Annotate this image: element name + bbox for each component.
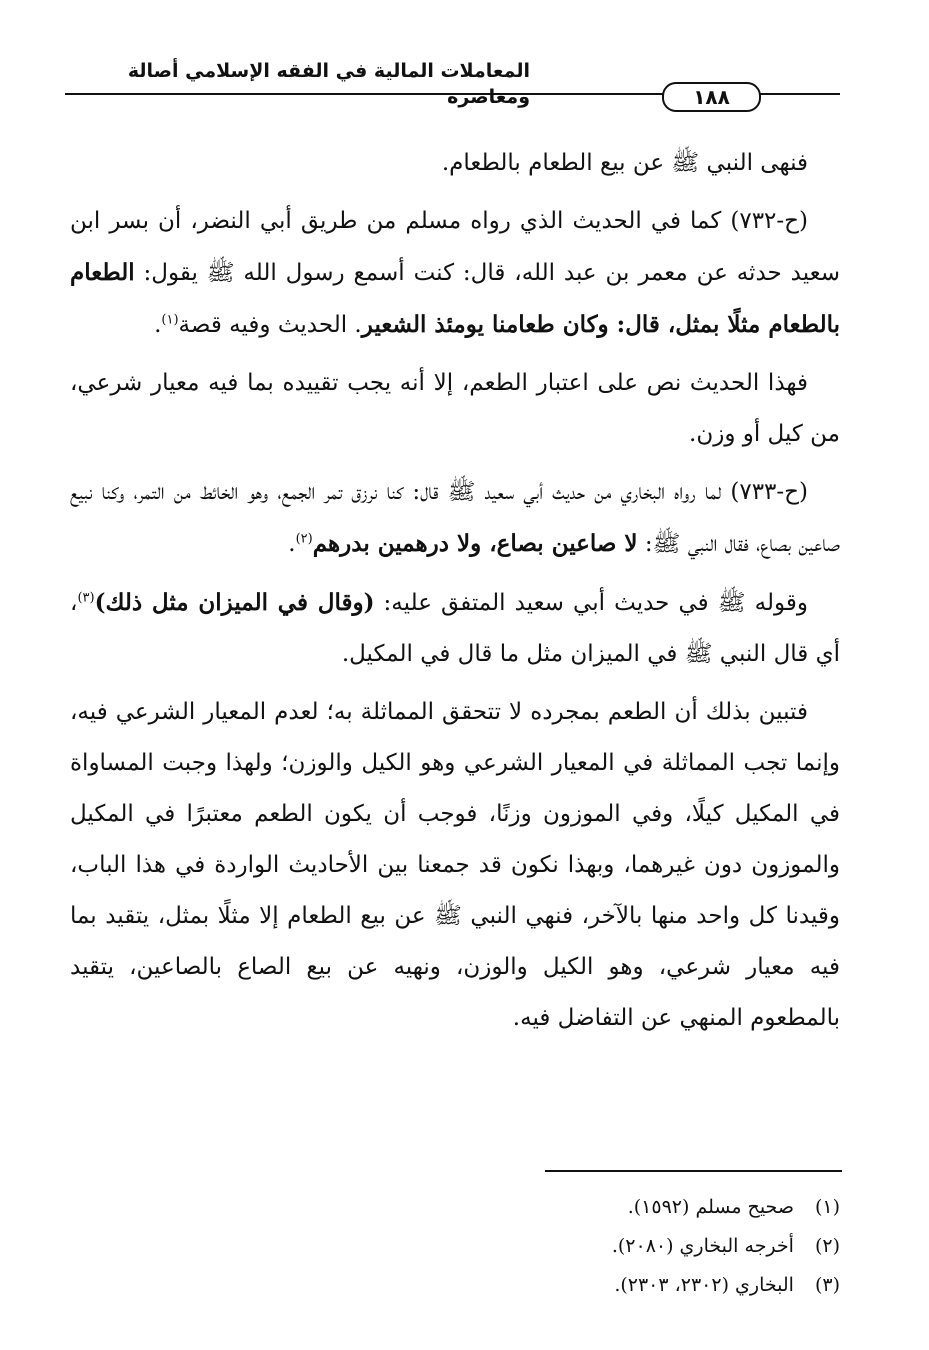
- hadith-continuation: . الحديث وفيه قصة: [178, 312, 362, 338]
- sentence-end: .: [288, 531, 296, 557]
- footnote-2: [70, 1227, 840, 1266]
- paragraph-3: فهذا الحديث نص على اعتبار الطعم، إلا أنه يجب تقييده بما فيه معيار شرعي، من كيل أو وزن.: [70, 370, 840, 447]
- footnote-text: أخرجه البخاري (٢٠٨٠).: [611, 1235, 794, 1257]
- footnote-text: البخاري (٢٣٠٢، ٢٣٠٣).: [614, 1274, 794, 1296]
- footnote-1: [70, 1188, 840, 1227]
- paragraph-hadith-732: [70, 196, 840, 351]
- page-number: ١٨٨: [662, 82, 761, 112]
- paragraph-6: فتبين بذلك أن الطعم بمجرده لا تتحقق المماثلة به؛ لعدم المعيار الشرعي فيه، وإنما تجب المماثلة في المعيار الشرعي وهو الكيل والوزن؛ ولهذا وجبت المساواة في المكيل كيلًا، وفي الموزون وزنًا، فوجب أن يكون الطعم معتبرًا في المكيل والموزون دون غيرهما، وبهذا نكون قد جمعنا بين الأحاديث الواردة في هذا الباب، وقيدنا كل واحد منها بالآخر، فنهي النبي ﷺ عن بيع الطعام إلا مثلًا بمثل، يتقيد بما فيه معيار شرعي، وهو الكيل والوزن، ونهيه عن بيع الصاع بالصاعين، يتقيد بالمطعوم المنهي عن التفاضل فيه.: [70, 699, 840, 1031]
- sentence-end: .: [154, 312, 162, 338]
- paragraph-5-rest: ، أي قال النبي ﷺ في الميزان مثل ما قال في المكيل.: [70, 590, 840, 667]
- footnote-separator: [545, 1170, 842, 1172]
- paragraph-hadith-733: [70, 467, 840, 570]
- paragraph-5-intro: وقوله ﷺ في حديث أبي سعيد المتفق عليه:: [374, 590, 808, 616]
- footnote-number: (٣): [814, 1274, 840, 1296]
- footnote-3: [70, 1266, 840, 1305]
- hadith-text: لا صاعين بصاع، ولا درهمين بدرهم: [312, 530, 638, 557]
- footnote-ref-1[interactable]: (١): [161, 312, 179, 328]
- footnote-ref-3[interactable]: (٣): [77, 590, 95, 606]
- footnote-text: صحيح مسلم (١٥٩٢).: [627, 1196, 794, 1218]
- footnotes: [70, 1188, 840, 1305]
- paragraph-5: [70, 577, 840, 680]
- running-header-title: المعاملات المالية في الفقه الإسلامي أصالة ومعاصرة: [127, 60, 530, 108]
- paragraph-1: فنهى النبي ﷺ عن بيع الطعام بالطعام.: [441, 150, 808, 176]
- footnote-ref-2[interactable]: (٢): [295, 531, 313, 547]
- hadith-intro: (ح-٧٣٢) كما في الحديث الذي رواه مسلم من طريق أبي النضر، أن بسر ابن سعيد حدثه عن معمر بن عبد الله، قال: كنت أسمع رسول الله ﷺ يقول:: [70, 208, 840, 286]
- footnote-number: (٢): [814, 1235, 840, 1257]
- hadith-intro: (ح-٧٣٣) لما رواه البخاري من حديث أبي سعيد ﷺ قال: كنا نرزق تمر الجمع، وهو الخائط من التمر، وكنا نبيع صاعين بصاع، فقال النبي ﷺ:: [70, 479, 840, 557]
- footnote-number: (١): [814, 1196, 840, 1218]
- hadith-text: الطعام بالطعام مثلًا بمثل، قال: وكان طعامنا يومئذ الشعير: [70, 259, 840, 338]
- main-text: [70, 138, 840, 1051]
- quoted-text: (وقال في الميزان مثل ذلك): [94, 589, 375, 616]
